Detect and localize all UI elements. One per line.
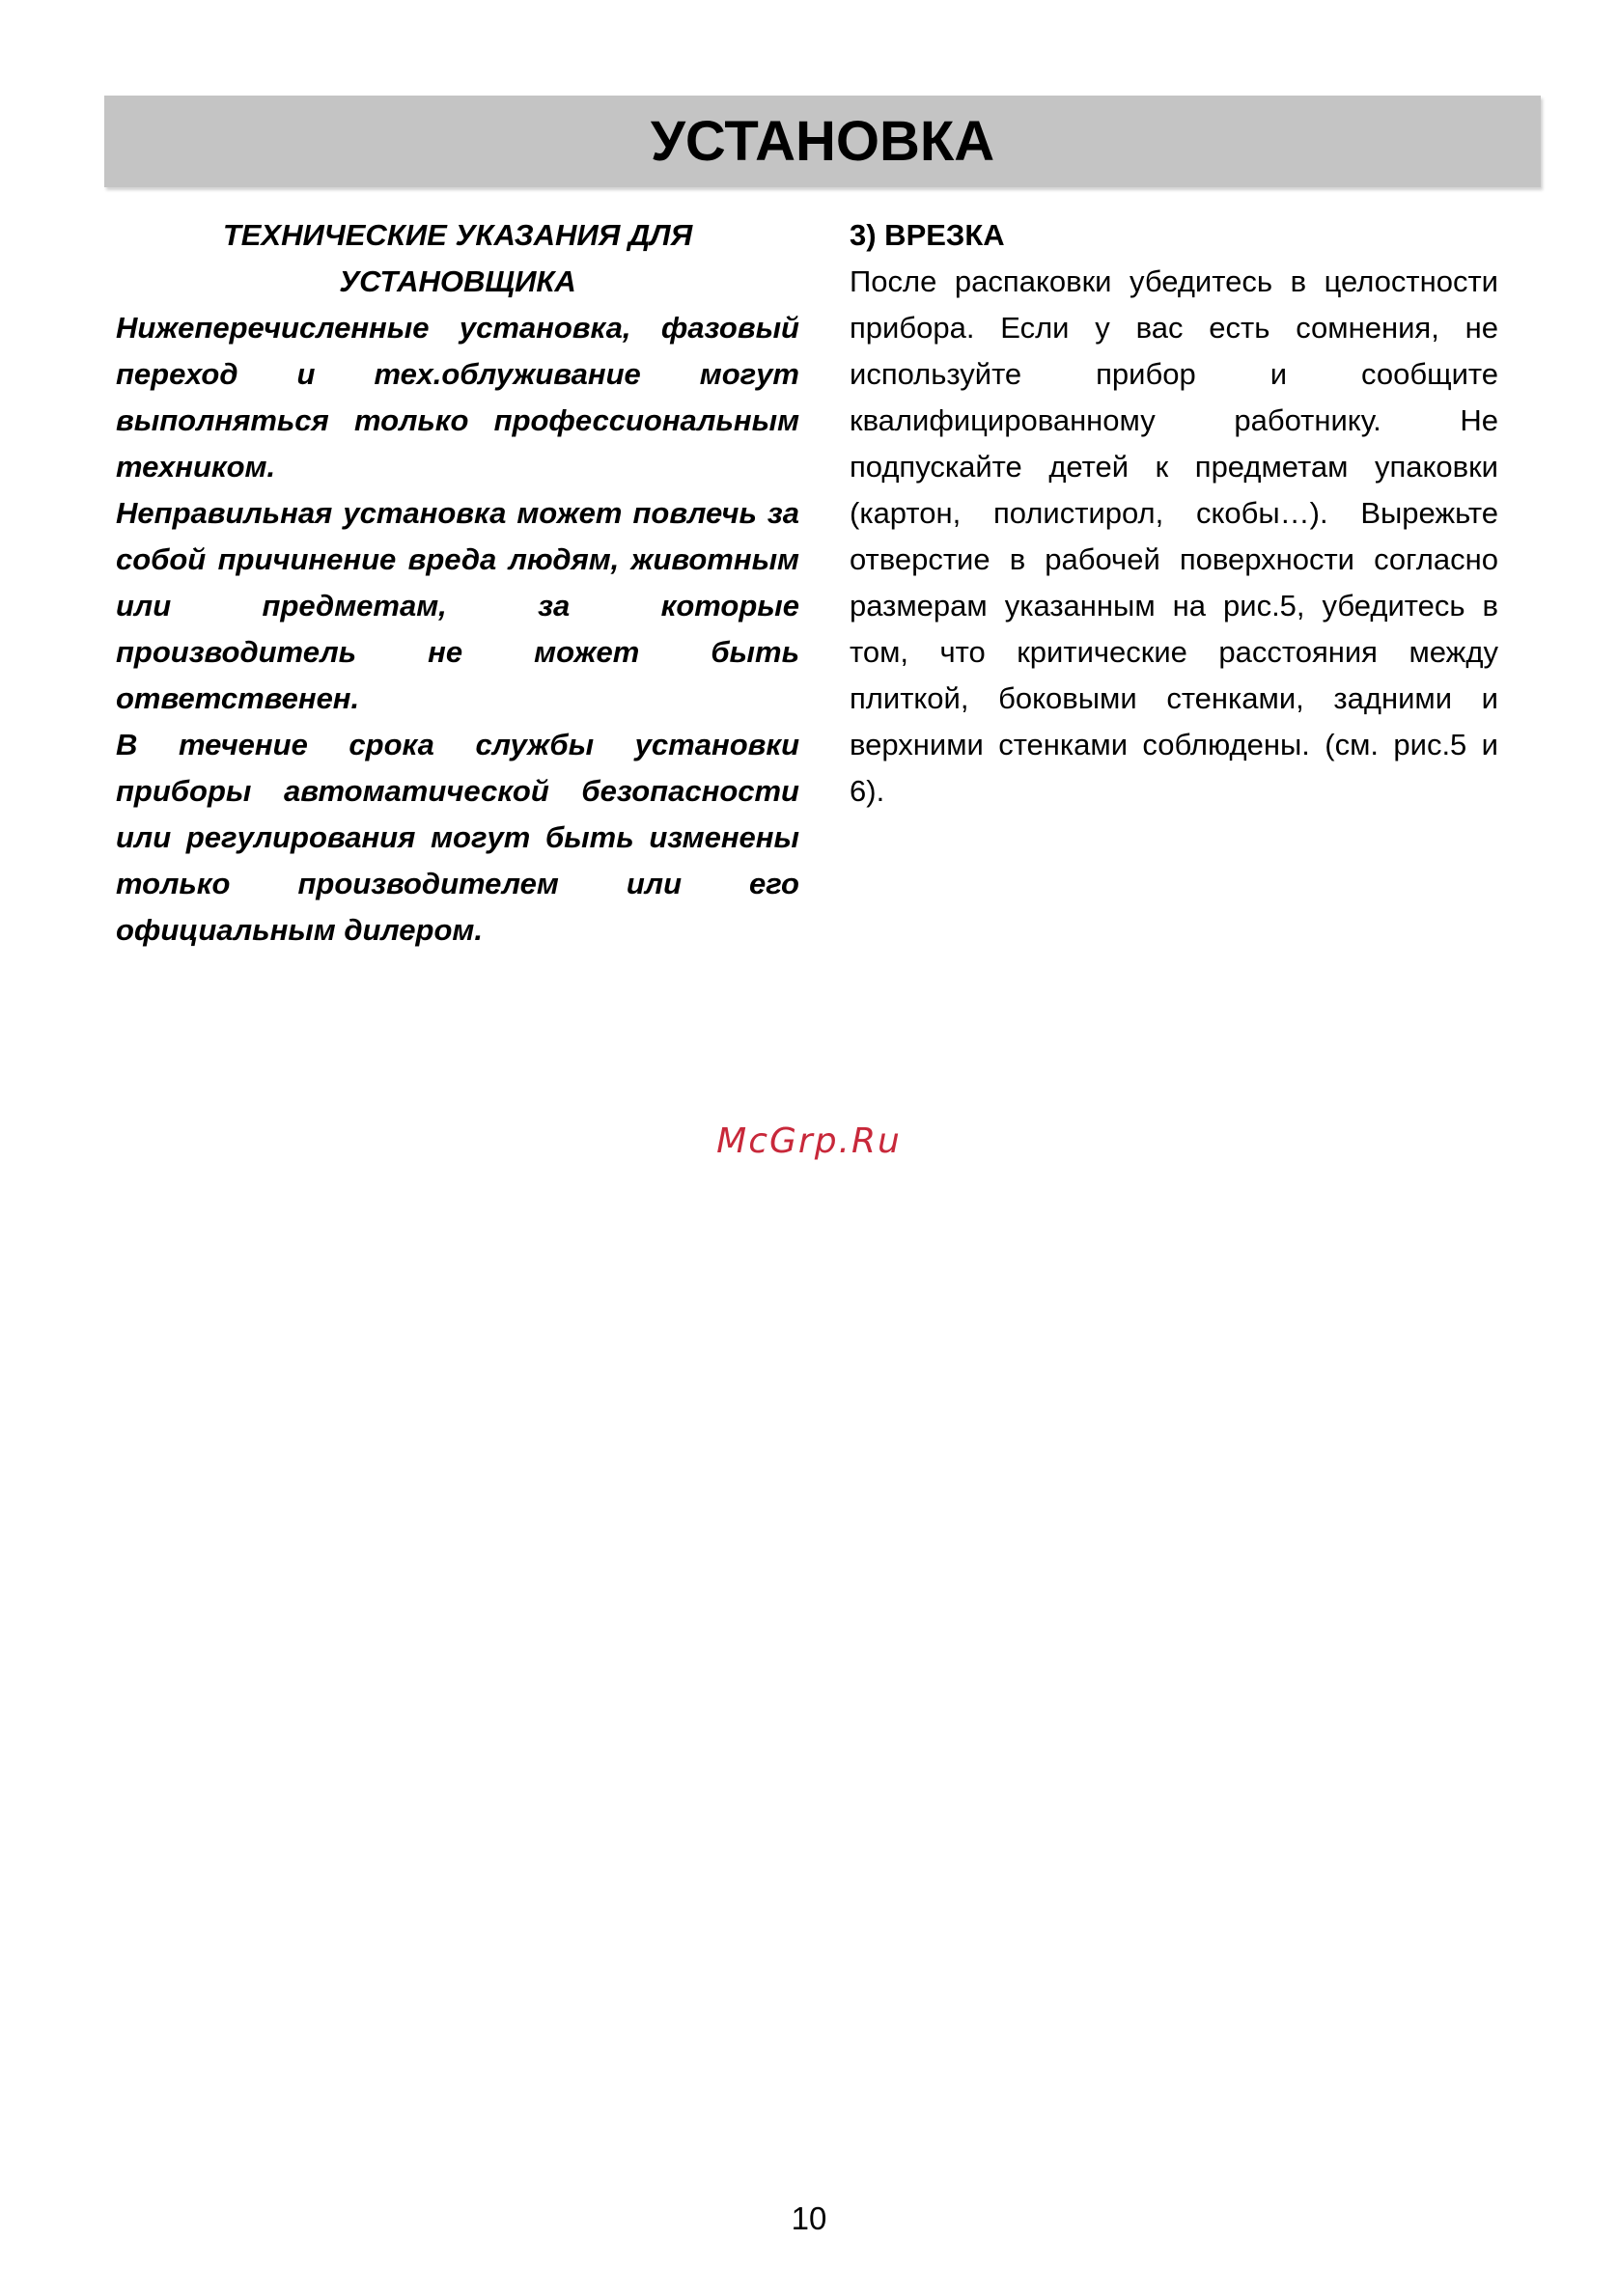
page-number: 10: [791, 2200, 827, 2236]
installer-paragraph-1: Нижеперечисленные установка, фазовый переход и тех.облуживание могут выполняться только профессиональным техником.: [116, 311, 799, 484]
technical-instructions-heading-line1: ТЕХНИЧЕСКИЕ УКАЗАНИЯ ДЛЯ: [222, 218, 693, 252]
section-header-bar: [104, 96, 1541, 187]
right-column: [850, 212, 1498, 815]
left-column: [116, 212, 799, 954]
cutout-heading: 3) ВРЕЗКА: [850, 218, 1005, 252]
cutout-paragraph: После распаковки убедитесь в целостности прибора. Если у вас есть сомнения, не используйте прибор и сообщите квалифицированному работнику. Не подпускайте детей к предметам упаковки (картон, полистирол, скобы…). Вырежьте отверстие в рабочей поверхности согласно размерам указанным на рис.5, убедитесь в том, что критические расстояния между плиткой, боковыми стенками, задними и верхними стенками соблюдены. (см. рис.5 и 6).: [850, 264, 1498, 808]
watermark-text: McGrp.Ru: [716, 1121, 902, 1161]
installer-paragraph-2: Неправильная установка может повлечь за собой причинение вреда людям, животным или предметам, за которые производитель не может быть ответственен.: [116, 496, 799, 715]
technical-instructions-heading-line2: УСТАНОВЩИКА: [339, 264, 576, 298]
section-title: УСТАНОВКА: [650, 110, 995, 173]
installer-paragraph-3: В течение срока службы установки приборы автоматической безопасности или регулирования могут быть изменены только производителем или его официальным дилером.: [116, 728, 799, 947]
